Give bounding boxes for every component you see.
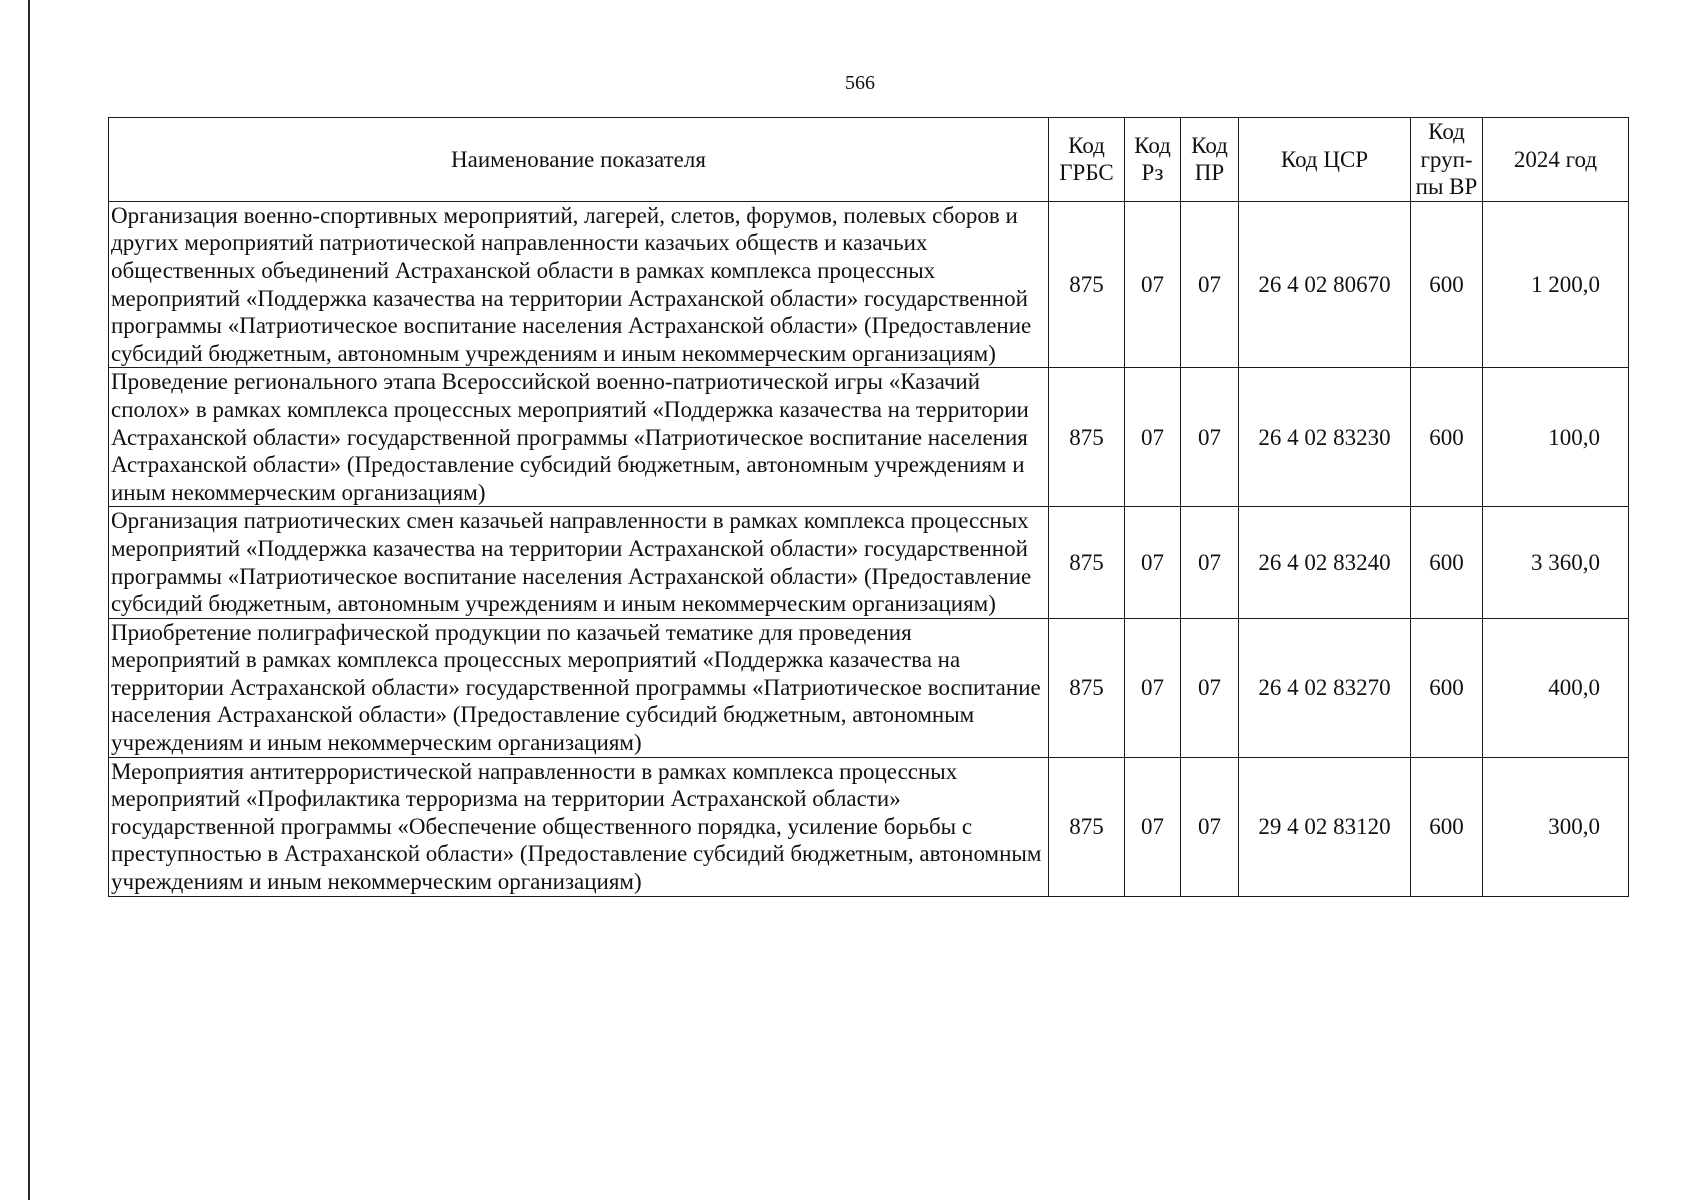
row-rz: 07 xyxy=(1125,757,1181,896)
header-name: Наименование показателя xyxy=(109,118,1049,202)
table-row xyxy=(109,757,1629,896)
row-amount: 300,0 xyxy=(1483,757,1629,896)
row-csr: 29 4 02 83120 xyxy=(1239,757,1411,896)
header-pr: Код ПР xyxy=(1181,118,1239,202)
row-grbs: 875 xyxy=(1049,368,1125,507)
table-row xyxy=(109,507,1629,618)
row-grbs: 875 xyxy=(1049,201,1125,368)
row-name: Мероприятия антитеррористической направленности в рамках комплекса процессных мероприятий «Профилактика терроризма на территории Астраханской области» государственной программы «Обеспечение общественного порядка, усиление борьбы с преступностью в Астраханской области» (Предоставление субсидий бюджетным, автономным учреждениям и иным некоммерческим организациям) xyxy=(109,757,1049,896)
table-row xyxy=(109,618,1629,757)
row-amount: 3 360,0 xyxy=(1483,507,1629,618)
row-pr: 07 xyxy=(1181,507,1239,618)
table-header xyxy=(109,118,1629,202)
row-pr: 07 xyxy=(1181,757,1239,896)
row-csr: 26 4 02 83230 xyxy=(1239,368,1411,507)
row-rz: 07 xyxy=(1125,368,1181,507)
budget-table xyxy=(108,117,1629,897)
table-body xyxy=(109,201,1629,896)
header-vr: Код груп-пы ВР xyxy=(1411,118,1483,202)
row-rz: 07 xyxy=(1125,618,1181,757)
row-name: Организация военно-спортивных мероприятий, лагерей, слетов, форумов, полевых сборов и других мероприятий патриотической направленности казачьих обществ и казачьих общественных объединений Астраханской области в рамках комплекса процессных мероприятий «Поддержка казачества на территории Астраханской области» государственной программы «Патриотическое воспитание населения Астраханской области» (Предоставление субсидий бюджетным, автономным учреждениям и иным некоммерческим организациям) xyxy=(109,201,1049,368)
row-vr: 600 xyxy=(1411,368,1483,507)
row-amount: 400,0 xyxy=(1483,618,1629,757)
row-grbs: 875 xyxy=(1049,618,1125,757)
header-year: 2024 год xyxy=(1483,118,1629,202)
row-pr: 07 xyxy=(1181,618,1239,757)
row-csr: 26 4 02 83270 xyxy=(1239,618,1411,757)
row-name: Приобретение полиграфической продукции по казачьей тематике для проведения мероприятий в рамках комплекса процессных мероприятий «Поддержка казачества на территории Астраханской области» государственной программы «Патриотическое воспитание населения Астраханской области» (Предоставление субсидий бюджетным, автономным учреждениям и иным некоммерческим организациям) xyxy=(109,618,1049,757)
binding-margin-line xyxy=(28,0,30,1200)
row-vr: 600 xyxy=(1411,757,1483,896)
header-row xyxy=(109,118,1629,202)
row-pr: 07 xyxy=(1181,368,1239,507)
table-row xyxy=(109,201,1629,368)
row-amount: 1 200,0 xyxy=(1483,201,1629,368)
header-csr: Код ЦСР xyxy=(1239,118,1411,202)
row-name: Проведение регионального этапа Всероссийской военно-патриотической игры «Казачий сполох» в рамках комплекса процессных мероприятий «Поддержка казачества на территории Астраханской области» государственной программы «Патриотическое воспитание населения Астраханской области» (Предоставление субсидий бюджетным, автономным учреждениям и иным некоммерческим организациям) xyxy=(109,368,1049,507)
row-vr: 600 xyxy=(1411,201,1483,368)
row-pr: 07 xyxy=(1181,201,1239,368)
page-number: 566 xyxy=(845,72,875,94)
row-rz: 07 xyxy=(1125,201,1181,368)
table-row xyxy=(109,368,1629,507)
row-rz: 07 xyxy=(1125,507,1181,618)
header-rz: Код Рз xyxy=(1125,118,1181,202)
row-vr: 600 xyxy=(1411,507,1483,618)
row-csr: 26 4 02 83240 xyxy=(1239,507,1411,618)
row-csr: 26 4 02 80670 xyxy=(1239,201,1411,368)
row-grbs: 875 xyxy=(1049,507,1125,618)
row-vr: 600 xyxy=(1411,618,1483,757)
header-grbs: Код ГРБС xyxy=(1049,118,1125,202)
row-name: Организация патриотических смен казачьей направленности в рамках комплекса процессных мероприятий «Поддержка казачества на территории Астраханской области» государственной программы «Патриотическое воспитание населения Астраханской области» (Предоставление субсидий бюджетным, автономным учреждениям и иным некоммерческим организациям) xyxy=(109,507,1049,618)
row-amount: 100,0 xyxy=(1483,368,1629,507)
row-grbs: 875 xyxy=(1049,757,1125,896)
